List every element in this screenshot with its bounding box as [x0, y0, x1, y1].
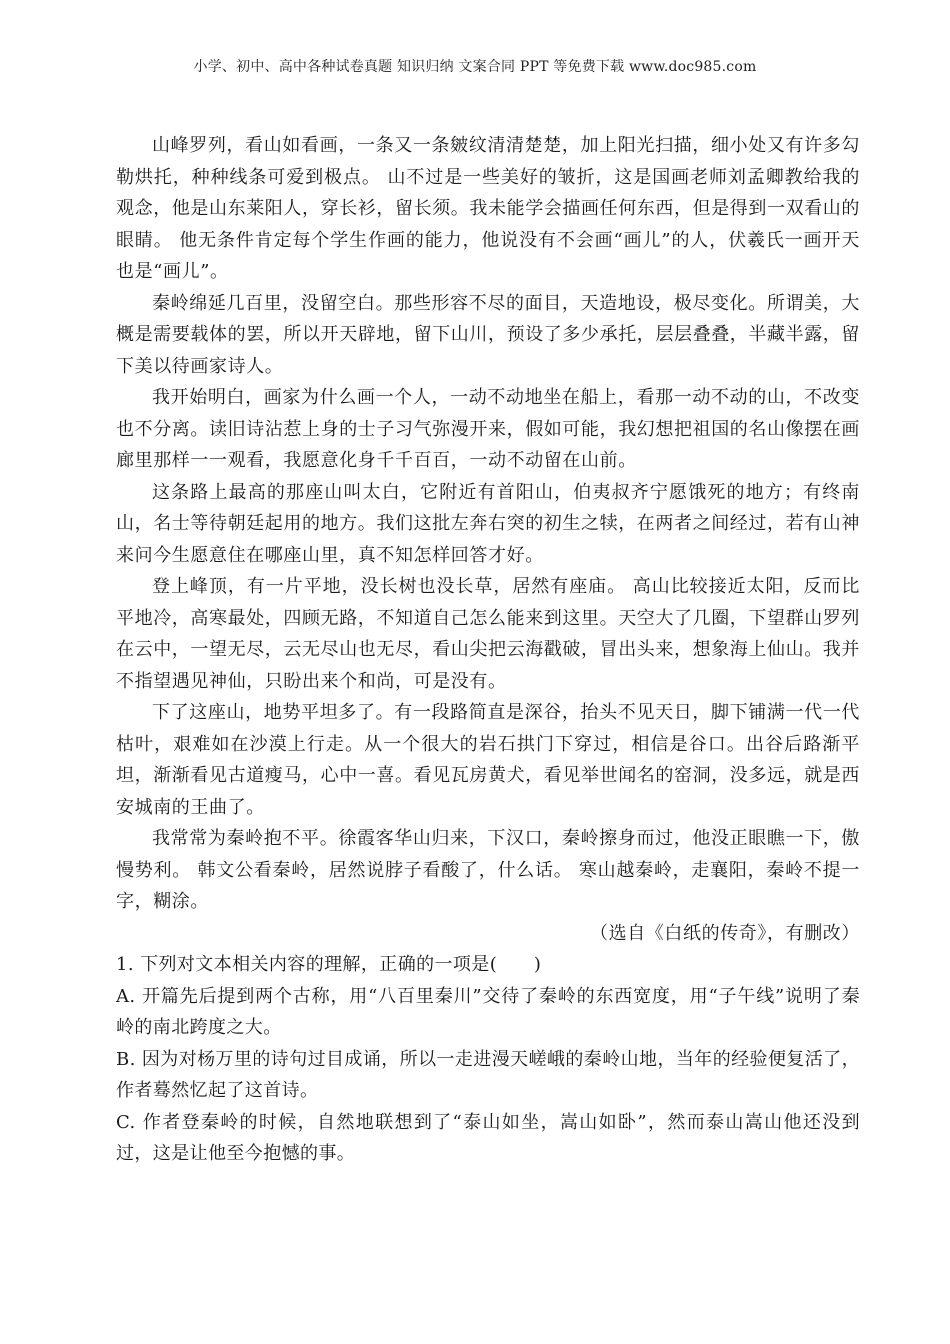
article-paragraph: 山峰罗列，看山如看画，一条又一条皴纹清清楚楚，加上阳光扫描，细小处又有许多勾勒烘托，种种线条可爱到极点。 山不过是一些美好的皱折，这是国画老师刘孟卿教给我的观念，他是山东莱阳人，穿长衫，留长须。我未能学会描画任何东西，但是得到一双看山的眼睛。 他无条件肯定每个学生作画的能力，他说没有不会画“画儿”的人，伏羲氏一画开天也是“画儿”。	[116, 135, 860, 282]
answer-option-a: A. 开篇先后提到两个古称，用“八百里秦川”交待了秦岭的东西宽度，用“子午线”说明了秦岭的南北跨度之大。	[116, 985, 860, 1038]
document-body	[116, 130, 860, 1170]
article-source: （选自《白纸的传奇》，有删改）	[590, 922, 860, 944]
article-paragraph: 秦岭绵延几百里，没留空白。那些形容不尽的面目，天造地设，极尽变化。所谓美，大概是需要载体的罢，所以开天辟地，留下山川，预设了多少承托，层层叠叠，半藏半露，留下美以待画家诗人。	[116, 292, 860, 377]
article-paragraph: 这条路上最高的那座山叫太白，它附近有首阳山，伯夷叔齐宁愿饿死的地方；有终南山，名士等待朝廷起用的地方。我们这批左奔右突的初生之犊，在两者之间经过，若有山神来问今生愿意住在哪座山里，真不知怎样回答才好。	[116, 481, 860, 566]
page-header: 小学、初中、高中各种试卷真题 知识归纳 文案合同 PPT 等免费下载 www.doc985.com	[193, 59, 757, 75]
article-paragraph: 下了这座山，地势平坦多了。有一段路简直是深谷，抬头不见天日，脚下铺满一代一代枯叶，艰难如在沙漠上行走。从一个很大的岩石拱门下穿过，相信是谷口。出谷后路渐平坦，渐渐看见古道瘦马，心中一喜。看见瓦房黄犬，看见举世闻名的窑洞，没多远，就是西安城南的王曲了。	[116, 702, 860, 818]
article-paragraph: 我开始明白，画家为什么画一个人，一动不动地坐在船上，看那一动不动的山，不改变也不分离。读旧诗沾惹上身的士子习气弥漫开来，假如可能，我幻想把祖国的名山像摆在画廊里那样一一观看，我愿意化身千千百百，一动不动留在山前。	[116, 387, 860, 471]
question-stem: 1. 下列对文本相关内容的理解，正确的一项是( )	[116, 954, 542, 975]
answer-option-b: B. 因为对杨万里的诗句过目成诵，所以一走进漫天嵯峨的秦岭山地，当年的经验便复活了，作者蓦然忆起了这首诗。	[116, 1048, 860, 1101]
article-paragraph: 登上峰顶，有一片平地，没长树也没长草，居然有座庙。 高山比较接近太阳，反而比平地冷，高寒最处，四顾无路，不知道自己怎么能来到这里。天空大了几圈，下望群山罗列在云中，一望无尽，云无尽山也无尽，看山尖把云海戳破，冒出头来，想象海上仙山。我并不指望遇见神仙，只盼出来个和尚，可是没有。	[116, 576, 860, 692]
answer-option-c: C. 作者登秦岭的时候，自然地联想到了“泰山如坐，嵩山如卧”，然而泰山嵩山他还没到过，这是让他至今抱憾的事。	[116, 1111, 860, 1164]
article-paragraph: 我常常为秦岭抱不平。徐霞客华山归来，下汉口，秦岭擦身而过，他没正眼瞧一下，傲慢势利。 韩文公看秦岭，居然说脖子看酸了，什么话。 寒山越秦岭，走襄阳，秦岭不提一字，糊涂。	[116, 828, 860, 912]
